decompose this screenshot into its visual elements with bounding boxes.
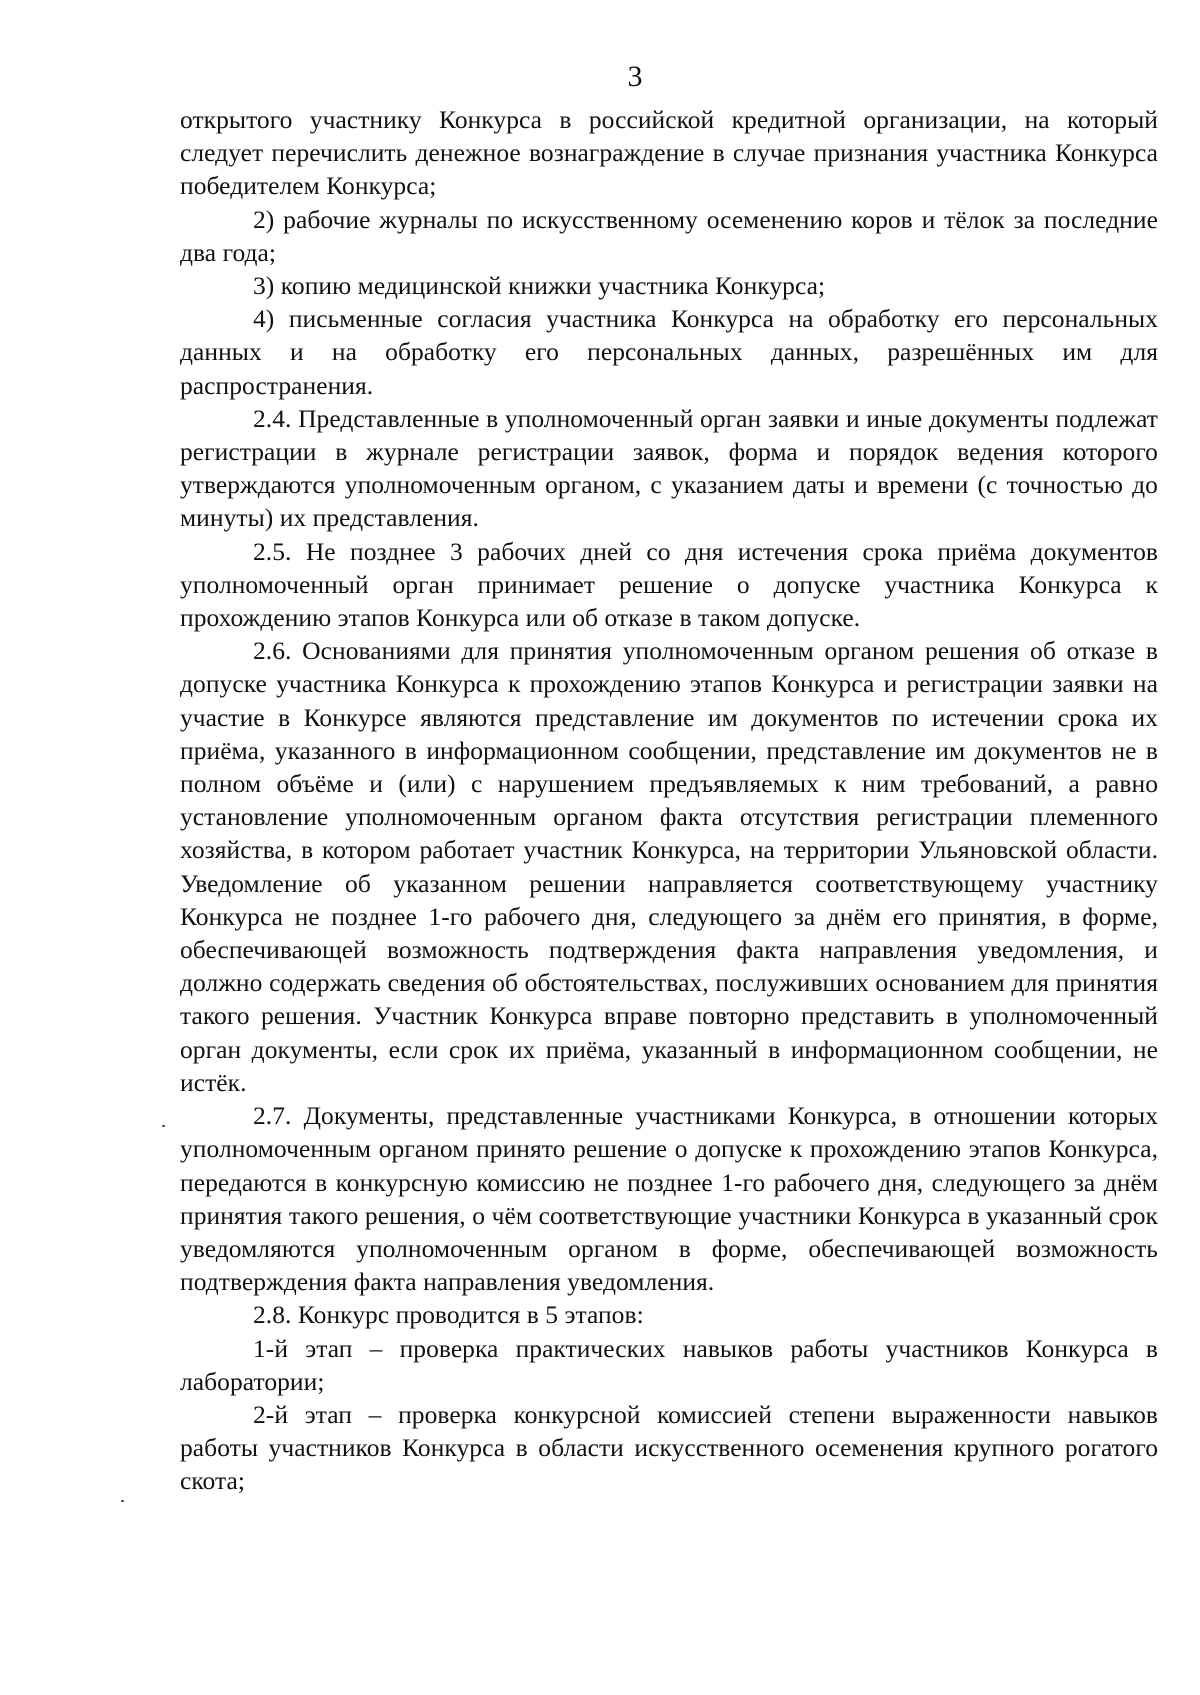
paragraph-stage-1: 1-й этап – проверка практических навыков работы участников Конкурса в лаборатории; [180,1333,1158,1396]
paragraph-item-2: 2) рабочие журналы по искусственному осеменению коров и тёлок за последние два года; [180,204,1158,267]
paragraph-2-8: 2.8. Конкурс проводится в 5 этапов: [253,1300,644,1330]
paragraph-continuation: открытого участнику Конкурса в российской кредитной организации, на который следует перечислить денежное вознаграждение в случае признания участника Конкурса победителем Конкурса; [180,105,1158,201]
paragraph-item-3: 3) копию медицинской книжки участника Конкурса; [253,271,826,301]
document-body [180,103,1158,1498]
paragraph-item-4: 4) письменные согласия участника Конкурса на обработку его персональных данных и на обработку его персональных данных, разрешённых им для распространения. [180,304,1158,400]
page-number: 3 [627,60,643,93]
paragraph-2-4: 2.4. Представленные в уполномоченный орган заявки и иные документы подлежат регистрации в журнале регистрации заявок, форма и порядок ведения которого утверждаются уполномоченным органом, с указанием даты и времени (с точностью до минуты) их представления. [180,403,1158,533]
paragraph-stage-2: 2-й этап – проверка конкурсной комиссией степени выраженности навыков работы участников Конкурса в области искусственного осеменения крупного рогатого скота; [180,1399,1158,1496]
scan-speck [121,1500,124,1502]
paragraph-2-5: 2.5. Не позднее 3 рабочих дней со дня истечения срока приёма документов уполномоченный орган принимает решение о допуске участника Конкурса к прохождению этапов Конкурса или об отказе в таком допуске. [180,536,1158,633]
paragraph-2-6: 2.6. Основаниями для принятия уполномоченным органом решения об отказе в допуске участника Конкурса к прохождению этапов Конкурса и регистрации заявки на участие в Конкурсе являются представление им документов по истечении срока их приёма, указанного в информационном сообщении, представление им документов не в полном объёме и (или) с нарушением предъявляемых к ним требований, а равно установление уполномоченным органом факта отсутствия регистрации племенного хозяйства, в котором работает участник Конкурса, на территории Ульяновской области. Уведомление об указанном решении направляется соответствующему участнику Конкурса не позднее 1-го рабочего дня, следующего за днём его принятия, в форме, обеспечивающей возможность подтверждения факта направления уведомления, и должно содержать сведения об обстоятельствах, послуживших основанием для принятия такого решения. Участник Конкурса вправе повторно представить в уполномоченный орган документы, если срок их приёма, указанный в информационном сообщении, не истёк. [180,636,1158,1097]
paragraph-2-7: 2.7. Документы, представленные участниками Конкурса, в отношении которых уполномоченным органом принято решение о допуске к прохождению этапов Конкурса, передаются в конкурсную комиссию не позднее 1-го рабочего дня, следующего за днём принятия такого решения, о чём соответствующие участники Конкурса в указанный срок уведомляются уполномоченным органом в форме, обеспечивающей возможность подтверждения факта направления уведомления. [180,1101,1158,1297]
scan-speck [162,1125,165,1127]
